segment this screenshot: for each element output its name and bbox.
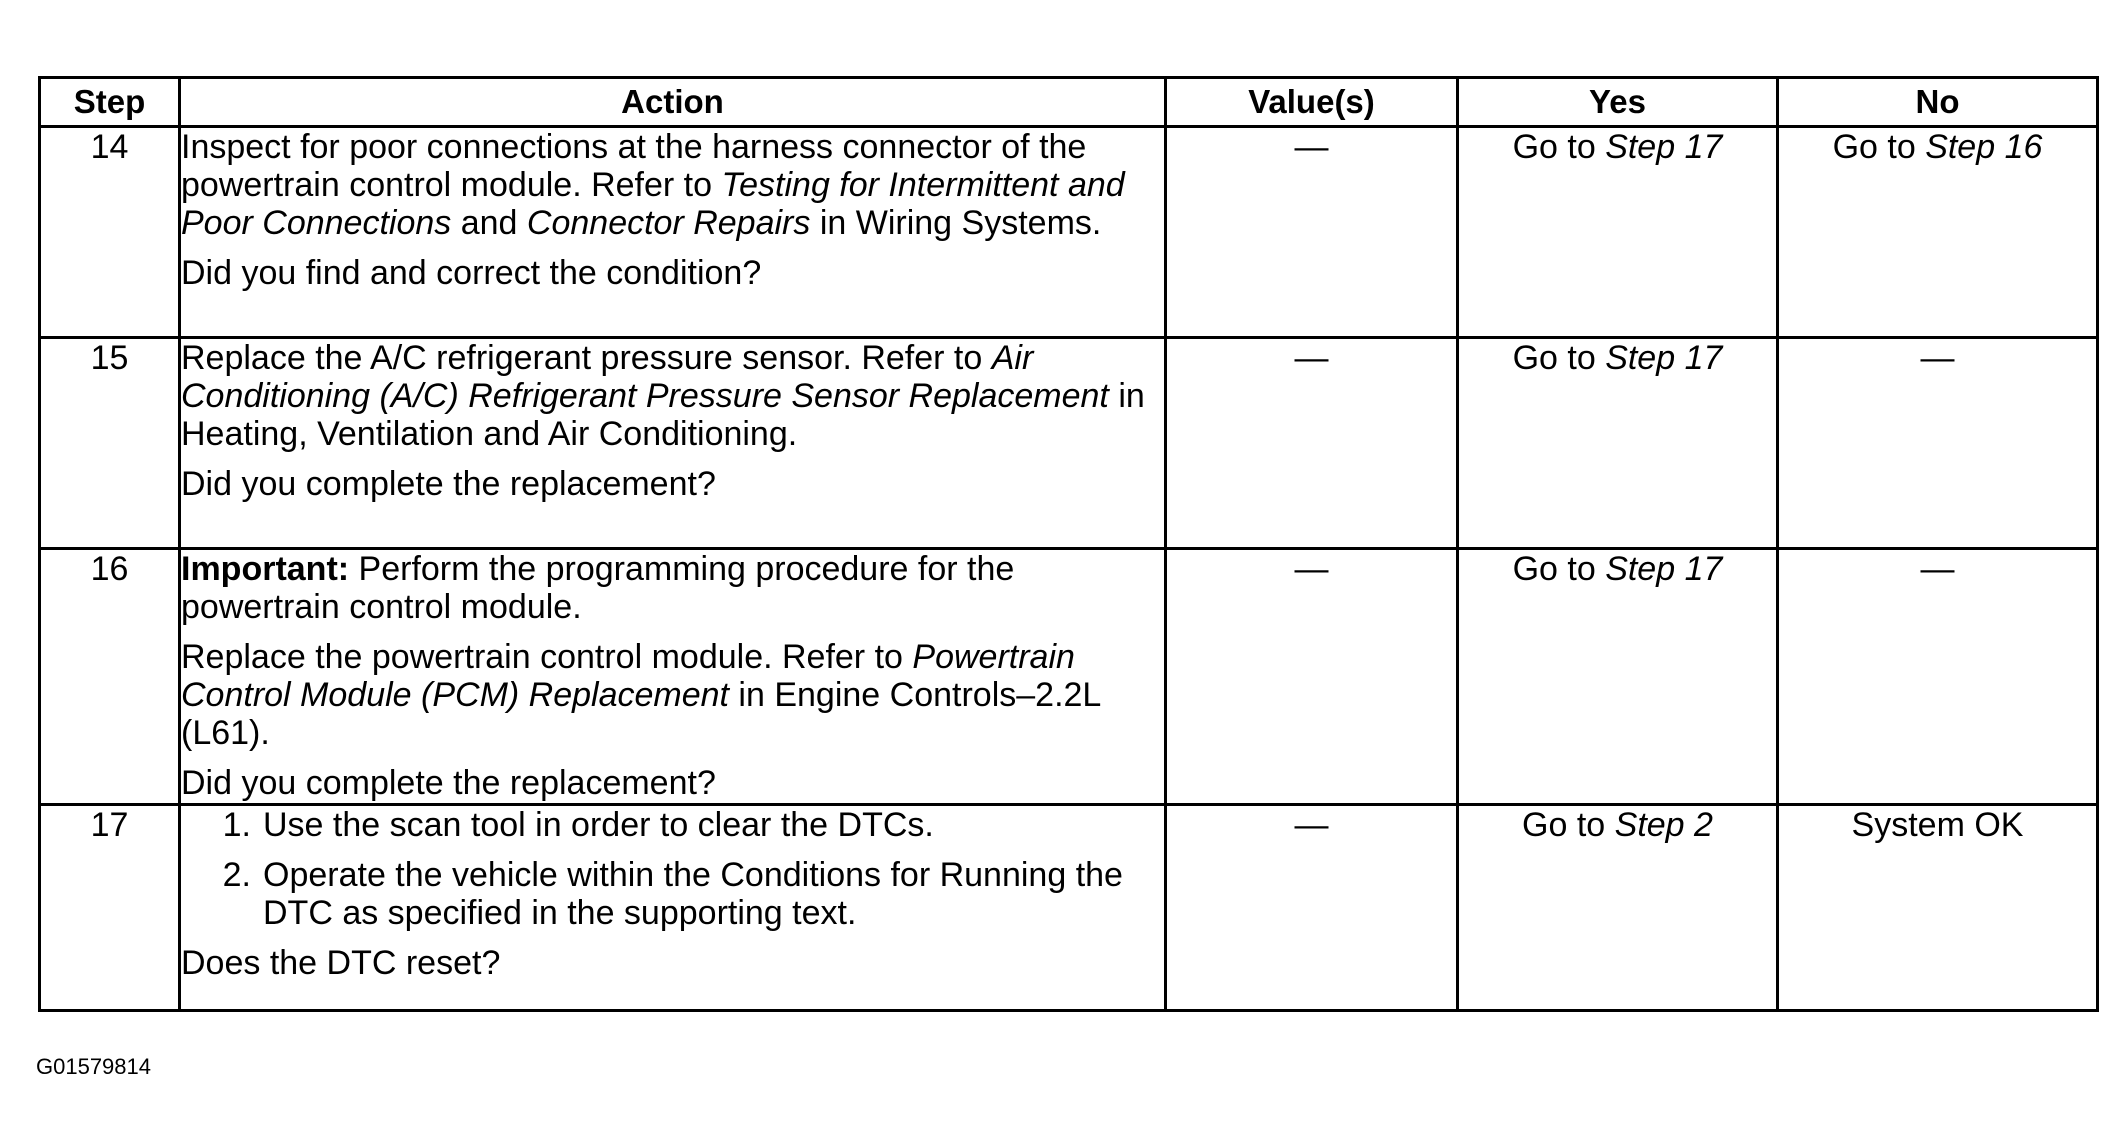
yes-prefix: Go to xyxy=(1522,806,1615,844)
action-text-part: and xyxy=(451,204,527,242)
yes-step-ref: Step 17 xyxy=(1605,128,1723,166)
action-cell xyxy=(180,549,1166,805)
action-reference: Powertrain Control Module (PCM) Replacement xyxy=(181,638,1075,714)
no-step-ref: Step 16 xyxy=(1925,128,2043,166)
yes-prefix: Go to xyxy=(1512,550,1606,588)
action-text-part: in Wiring Systems. xyxy=(810,204,1102,242)
yes-prefix: Go to xyxy=(1512,339,1606,377)
header-no: No xyxy=(1778,78,2098,127)
header-action: Action xyxy=(180,78,1166,127)
step-number: 17 xyxy=(40,805,180,1011)
header-values: Value(s) xyxy=(1166,78,1458,127)
header-yes: Yes xyxy=(1458,78,1778,127)
table-row xyxy=(40,805,2098,1011)
values-cell: — xyxy=(1166,805,1458,1011)
yes-step-ref: Step 17 xyxy=(1605,550,1723,588)
list-item-text: Use the scan tool in order to clear the DTCs. xyxy=(263,806,934,844)
values-cell: — xyxy=(1166,127,1458,338)
action-cell xyxy=(180,127,1166,338)
step-number: 14 xyxy=(40,127,180,338)
action-text xyxy=(181,339,1164,453)
yes-cell xyxy=(1458,338,1778,549)
header-step: Step xyxy=(40,78,180,127)
no-cell xyxy=(1778,127,2098,338)
list-item-number: 1. xyxy=(222,806,251,844)
list-item-text: Operate the vehicle within the Conditions for Running the DTC as specified in the supporting text. xyxy=(263,856,1123,932)
yes-cell xyxy=(1458,805,1778,1011)
figure-id: G01579814 xyxy=(36,1054,151,1079)
action-question: Does the DTC reset? xyxy=(181,944,501,982)
action-reference: Testing for Intermittent and Poor Connections xyxy=(181,166,1125,242)
list-item xyxy=(181,806,1164,844)
important-label: Important: xyxy=(181,550,350,588)
action-question: Did you complete the replacement? xyxy=(181,465,716,503)
action-reference: Air Conditioning (A/C) Refrigerant Pressure Sensor Replacement xyxy=(181,339,1109,415)
yes-step-ref: Step 2 xyxy=(1614,806,1713,844)
important-note xyxy=(181,550,1164,626)
action-text-part: in Engine Controls–2.2L (L61). xyxy=(181,676,1101,752)
action-question: Did you find and correct the condition? xyxy=(181,254,762,292)
yes-cell xyxy=(1458,549,1778,805)
list-item xyxy=(181,856,1164,932)
step-number: 16 xyxy=(40,549,180,805)
important-text: Perform the programming procedure for the powertrain control module. xyxy=(181,550,1015,626)
no-cell: System OK xyxy=(1778,805,2098,1011)
list-item-number: 2. xyxy=(222,856,251,894)
values-cell: — xyxy=(1166,549,1458,805)
action-reference: Connector Repairs xyxy=(526,204,811,242)
action-text xyxy=(181,128,1164,242)
action-question: Did you complete the replacement? xyxy=(181,764,716,802)
table-row xyxy=(40,127,2098,338)
values-cell: — xyxy=(1166,338,1458,549)
table-row xyxy=(40,338,2098,549)
action-text-part: Replace the A/C refrigerant pressure sensor. Refer to xyxy=(181,339,992,377)
yes-cell xyxy=(1458,127,1778,338)
yes-step-ref: Step 17 xyxy=(1605,339,1723,377)
action-text-part: Replace the powertrain control module. Refer to xyxy=(181,638,913,676)
no-cell: — xyxy=(1778,549,2098,805)
diagnostic-table xyxy=(38,76,2099,1012)
table-row xyxy=(40,549,2098,805)
header-row xyxy=(40,78,2098,127)
yes-prefix: Go to xyxy=(1512,128,1606,166)
action-cell xyxy=(180,805,1166,1011)
action-text xyxy=(181,638,1164,752)
action-text-part: Inspect for poor connections at the harness connector of the powertrain control module. Refer to xyxy=(181,128,1087,204)
step-number: 15 xyxy=(40,338,180,549)
no-cell: — xyxy=(1778,338,2098,549)
action-cell xyxy=(180,338,1166,549)
action-steps-list xyxy=(181,806,1164,932)
action-text-part: in Heating, Ventilation and Air Conditioning. xyxy=(181,377,1145,453)
no-prefix: Go to xyxy=(1832,128,1926,166)
